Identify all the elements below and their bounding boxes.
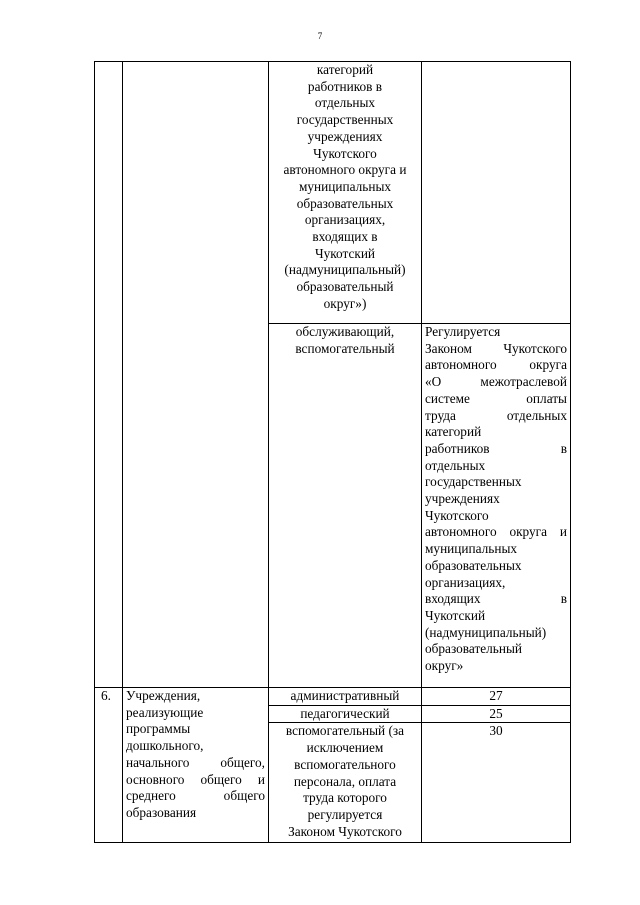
regulation-text-line: учреждениях (425, 491, 500, 507)
institution-text-line: Учреждения, (126, 688, 201, 703)
value-administrative: 27 (422, 688, 571, 706)
regulation-text-line: работников в (425, 440, 567, 456)
salary-table (94, 61, 571, 843)
institution-cell (123, 62, 269, 688)
institution-text-line: начального общего, (126, 754, 265, 770)
regulation-text-line: автономного округа и (425, 524, 567, 540)
regulation-text-line: Чукотский (425, 607, 486, 623)
category-cell-continued: категорий работников в отдельных государственных учреждениях Чукотского автономного округа и муниципальных образовательных организациях, входящих в Чукотский (надмуниципальный) образовательный округ») (269, 62, 422, 324)
regulation-text-line: муниципальных (425, 541, 518, 557)
regulation-text-line: «О межотраслевой (425, 374, 567, 390)
regulation-text-line: государственных (425, 474, 522, 490)
regulation-text-line: (надмуниципальный) (425, 624, 547, 640)
institution-text-line: основного общего и (126, 771, 265, 787)
page-number: 7 (317, 31, 323, 41)
row-number-cell: 6. (95, 688, 123, 843)
regulation-text-line: Законом Чукотского (425, 340, 567, 356)
category-cell-service: обслуживающий, вспомогательный (269, 324, 422, 688)
category-pedagogical: педагогический (269, 705, 422, 723)
value-auxiliary: 30 (422, 723, 571, 843)
institution-text-line: дошкольного, (126, 738, 204, 754)
institution-text-line: программы (126, 721, 191, 737)
regulation-text-line: отдельных (425, 457, 486, 473)
regulation-text-line: входящих в (425, 591, 567, 607)
regulation-text-line: автономного округа (425, 357, 567, 373)
regulation-text-line: системе оплаты (425, 390, 567, 406)
regulation-text-line: категорий (425, 424, 482, 440)
regulation-text-line: Регулируется (425, 324, 501, 339)
value-pedagogical: 25 (422, 705, 571, 723)
regulation-text-line: организациях, (425, 574, 506, 590)
regulation-cell-continued (422, 62, 571, 324)
regulation-text-line: образовательных (425, 557, 522, 573)
table-row-6-admin (95, 688, 571, 706)
table-row-continued (95, 62, 571, 324)
regulation-text-line: образовательный (425, 641, 523, 657)
regulation-text-line: округ» (425, 658, 464, 674)
institution-text-line: реализующие (126, 704, 204, 720)
institution-text-line: образования (126, 804, 197, 820)
institution-text-line: среднего общего (126, 788, 265, 804)
regulation-text-line: труда отдельных (425, 407, 567, 423)
institution-name-cell (123, 688, 269, 843)
category-administrative: административный (269, 688, 422, 706)
regulation-cell-service (422, 324, 571, 688)
regulation-text-line: Чукотского (425, 507, 489, 523)
number-cell (95, 62, 123, 688)
category-auxiliary: вспомогательный (за исключением вспомогательного персонала, оплата труда которого регулируется Законом Чукотского (269, 723, 422, 843)
